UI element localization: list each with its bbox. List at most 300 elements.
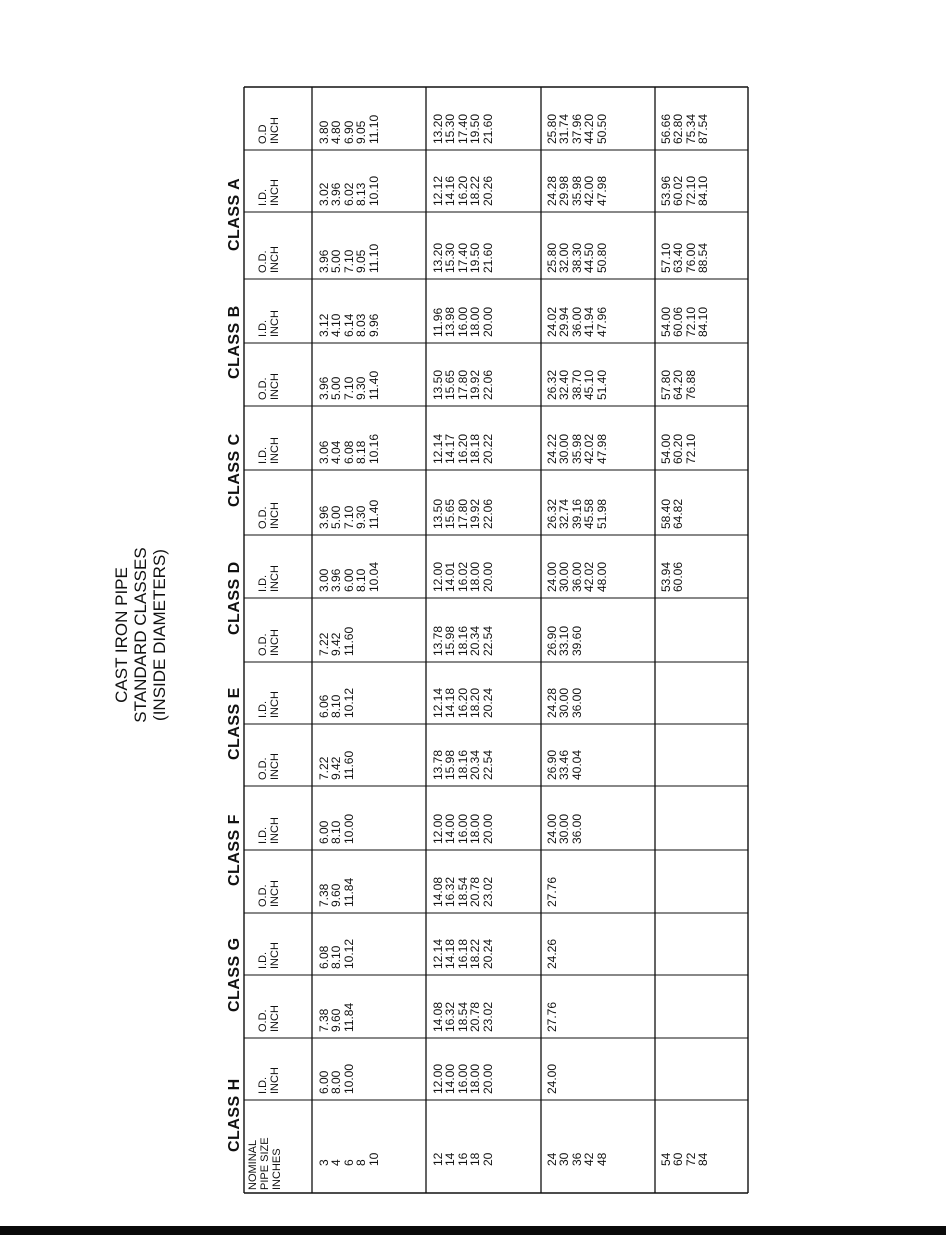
- nominal-sizes-line: 18: [468, 1152, 483, 1166]
- nominal-sizes-line: 72: [683, 1152, 698, 1166]
- value-cell-line: 5.00: [329, 376, 344, 400]
- value-cell-line: 6.06: [317, 694, 331, 718]
- value-cell-line: 32.40: [557, 369, 572, 400]
- value-cell-line: 10.16: [366, 433, 381, 464]
- value-cell-line: 3.00: [317, 568, 331, 592]
- value-cell-line: 8.13: [354, 182, 369, 206]
- value-cell-line: 6.00: [317, 1070, 331, 1094]
- value-cell-line: 20.00: [480, 813, 495, 844]
- value-cell-line: 15.30: [443, 113, 458, 144]
- value-cell-line: 15.65: [443, 498, 458, 529]
- value-cell-line: 10.00: [341, 1063, 356, 1094]
- value-cell-line: 87.54: [696, 113, 711, 144]
- id-column-header: [257, 437, 281, 464]
- value-cell: [546, 370, 608, 400]
- value-cell-line: 11.40: [366, 370, 381, 400]
- value-cell-line: 20.34: [468, 749, 483, 780]
- value-cell: [318, 814, 355, 844]
- value-cell-line: 14.00: [443, 813, 458, 844]
- value-cell-line: 9.60: [329, 1008, 344, 1032]
- value-cell-line: 9.42: [329, 632, 344, 656]
- value-cell: [546, 814, 583, 844]
- value-cell-line: 3.12: [317, 313, 331, 337]
- value-cell-line: 14.01: [443, 561, 458, 592]
- value-cell-line: 24.26: [545, 938, 559, 969]
- value-cell-line: 75.34: [683, 113, 698, 144]
- nominal-sizes-line: 3: [317, 1159, 331, 1166]
- value-cell-line: 22.06: [480, 369, 495, 400]
- class-header: [226, 305, 244, 379]
- value-cell-line: 20.78: [468, 876, 483, 907]
- value-cell-line: 42.02: [582, 433, 597, 464]
- value-cell-line: 12.14: [431, 687, 445, 718]
- value-cell: [546, 114, 608, 144]
- value-cell-line: 12.00: [431, 813, 445, 844]
- value-cell-line: 19.92: [468, 498, 483, 529]
- value-cell-line: 13.78: [431, 625, 445, 656]
- value-cell-line: 57.10: [659, 242, 673, 273]
- class-header: [226, 937, 244, 1012]
- value-cell-line: 27.76: [545, 876, 559, 907]
- value-cell-line: 25.80: [545, 113, 559, 144]
- id-column-header-line: I.D.: [257, 826, 269, 844]
- value-cell-line: 14.08: [431, 876, 445, 907]
- value-cell: [318, 115, 380, 144]
- value-cell-line: 20.00: [480, 1063, 495, 1094]
- value-cell-line: 24.02: [545, 306, 559, 337]
- class-header-line: CLASS C: [226, 432, 243, 507]
- od-column-header-line: O.D.: [257, 250, 269, 273]
- value-cell: [660, 114, 710, 144]
- value-cell: [546, 307, 608, 337]
- value-cell: [432, 499, 494, 529]
- value-cell: [546, 176, 608, 206]
- value-cell-line: 44.20: [582, 113, 597, 144]
- value-cell-line: 7.22: [317, 632, 331, 656]
- value-cell-line: 42.00: [582, 175, 597, 206]
- value-cell-line: 20.26: [480, 175, 495, 206]
- value-cell-line: 5.00: [329, 249, 344, 273]
- value-cell-line: 26.32: [545, 498, 559, 529]
- id-column-header-line: INCH: [269, 942, 281, 969]
- od-column-header: [257, 117, 281, 144]
- value-cell: [660, 499, 685, 529]
- value-cell-line: 36.00: [569, 306, 584, 337]
- value-cell: [318, 688, 355, 718]
- value-cell: [546, 750, 583, 780]
- nominal-size-header: [247, 1137, 283, 1190]
- value-cell-line: 22.54: [480, 625, 495, 656]
- od-column-header-line: O.D.: [257, 506, 269, 529]
- value-cell-line: 6.08: [341, 440, 356, 464]
- value-cell-line: 10.12: [341, 938, 356, 969]
- value-cell: [546, 939, 558, 969]
- value-cell-line: 3.02: [317, 182, 331, 206]
- id-column-header-line: I.D.: [257, 951, 269, 969]
- value-cell: [318, 939, 355, 969]
- value-cell: [432, 1002, 494, 1032]
- value-cell-line: 14.17: [443, 433, 458, 464]
- value-cell-line: 10.04: [366, 561, 381, 592]
- class-header-line: CLASS A: [226, 177, 243, 251]
- value-cell-line: 29.98: [557, 175, 572, 206]
- value-cell-line: 16.20: [455, 687, 470, 718]
- value-cell-line: 13.98: [443, 306, 458, 337]
- value-cell-line: 36.00: [569, 813, 584, 844]
- value-cell-line: 44.50: [582, 242, 597, 273]
- id-column-header-line: INCH: [269, 179, 281, 206]
- value-cell-line: 47.98: [594, 433, 609, 464]
- id-column-header-line: INCH: [269, 565, 281, 592]
- title-line1: CAST IRON PIPE: [112, 567, 131, 703]
- nominal-sizes: [432, 1153, 494, 1166]
- value-cell-line: 60.20: [671, 433, 686, 464]
- value-cell-line: 24.00: [545, 1063, 559, 1094]
- value-cell: [432, 434, 494, 464]
- value-cell: [660, 370, 697, 400]
- value-cell-line: 6.00: [341, 568, 356, 592]
- value-cell-line: 50.50: [594, 113, 609, 144]
- od-column-header-line: INCH: [269, 246, 281, 273]
- value-cell-line: 18.16: [455, 625, 470, 656]
- value-cell-line: 17.40: [455, 113, 470, 144]
- id-column-header-line: I.D.: [257, 188, 269, 206]
- value-cell-line: 20.24: [480, 687, 495, 718]
- value-cell-line: 13.50: [431, 369, 445, 400]
- value-cell-line: 17.80: [455, 369, 470, 400]
- value-cell-line: 39.60: [569, 625, 584, 656]
- value-cell-line: 14.18: [443, 687, 458, 718]
- value-cell-line: 10.12: [341, 687, 356, 718]
- value-cell-line: 14.18: [443, 938, 458, 969]
- class-header: [226, 687, 244, 760]
- value-cell: [546, 1002, 558, 1032]
- value-cell: [318, 878, 355, 907]
- value-cell-line: 13.78: [431, 749, 445, 780]
- value-cell-line: 60.06: [671, 306, 686, 337]
- value-cell-line: 23.02: [480, 1001, 495, 1032]
- id-column-header-line: I.D.: [257, 319, 269, 337]
- od-column-header: [257, 880, 281, 907]
- value-cell-line: 23.02: [480, 876, 495, 907]
- value-cell-line: 16.02: [455, 561, 470, 592]
- value-cell-line: 25.80: [545, 242, 559, 273]
- value-cell-line: 8.10: [329, 945, 344, 969]
- value-cell-line: 24.22: [545, 433, 559, 464]
- value-cell-line: 20.24: [480, 938, 495, 969]
- value-cell-line: 6.00: [317, 820, 331, 844]
- id-column-header-line: INCH: [269, 310, 281, 337]
- value-cell-line: 72.10: [683, 433, 698, 464]
- nominal-sizes-line: 20: [480, 1152, 495, 1166]
- value-cell-line: 24.00: [545, 561, 559, 592]
- od-column-header-line: INCH: [269, 502, 281, 529]
- value-cell-line: 17.40: [455, 242, 470, 273]
- value-cell-line: 3.80: [317, 120, 331, 144]
- value-cell: [546, 562, 608, 592]
- nominal-sizes: [318, 1153, 380, 1166]
- class-header: [226, 1078, 244, 1152]
- value-cell: [660, 307, 710, 337]
- nominal-sizes-line: 30: [557, 1152, 572, 1166]
- title-line3: (INSIDE DIAMETERS): [150, 549, 169, 721]
- class-header-line: CLASS G: [226, 936, 243, 1012]
- value-cell-line: 14.16: [443, 175, 458, 206]
- value-cell-line: 18.54: [455, 1001, 470, 1032]
- class-header-line: CLASS D: [226, 560, 243, 635]
- od-column-header-line: INCH: [269, 880, 281, 907]
- value-cell-line: 12.14: [431, 938, 445, 969]
- value-cell: [432, 1064, 494, 1094]
- id-column-header-line: I.D.: [257, 574, 269, 592]
- value-cell-line: 11.10: [366, 114, 381, 144]
- value-cell-line: 39.16: [569, 498, 584, 529]
- value-cell: [432, 750, 494, 780]
- value-cell-line: 16.18: [455, 938, 470, 969]
- value-cell: [432, 688, 494, 718]
- value-cell: [432, 562, 494, 592]
- value-cell: [318, 1003, 355, 1032]
- value-cell-line: 13.50: [431, 498, 445, 529]
- value-cell-line: 10.10: [366, 175, 381, 206]
- value-cell-line: 40.04: [569, 749, 584, 780]
- value-cell: [546, 1064, 558, 1094]
- nominal-size-header-line: NOMINAL: [247, 1139, 259, 1190]
- id-column-header-line: INCH: [269, 1067, 281, 1094]
- value-cell-line: 88.54: [696, 242, 711, 273]
- value-cell-line: 4.80: [329, 120, 344, 144]
- value-cell: [660, 176, 710, 206]
- od-column-header: [257, 753, 281, 780]
- value-cell-line: 8.00: [329, 1070, 344, 1094]
- value-cell-line: 7.22: [317, 756, 331, 780]
- value-cell-line: 35.98: [569, 433, 584, 464]
- value-cell-line: 3.96: [317, 249, 331, 273]
- value-cell-line: 7.10: [341, 376, 356, 400]
- od-column-header-line: O.D.: [257, 1009, 269, 1032]
- value-cell: [660, 243, 710, 273]
- value-cell-line: 64.20: [671, 369, 686, 400]
- value-cell: [318, 434, 380, 464]
- value-cell-line: 72.10: [683, 175, 698, 206]
- value-cell-line: 72.10: [683, 306, 698, 337]
- value-cell-line: 4.04: [329, 440, 344, 464]
- value-cell-line: 6.02: [341, 182, 356, 206]
- value-cell-line: 51.98: [594, 498, 609, 529]
- value-cell-line: 3.96: [329, 182, 344, 206]
- value-cell: [318, 562, 380, 592]
- class-header: [226, 177, 244, 250]
- od-column-header: [257, 1005, 281, 1032]
- value-cell-line: 12.12: [431, 175, 445, 206]
- nominal-sizes-line: 48: [594, 1152, 609, 1166]
- value-cell-line: 18.22: [468, 938, 483, 969]
- value-cell: [432, 626, 494, 656]
- nominal-sizes-line: 84: [696, 1152, 711, 1166]
- class-header-line: CLASS F: [226, 813, 243, 886]
- class-header: [226, 814, 244, 886]
- value-cell-line: 54.00: [659, 306, 673, 337]
- value-cell-line: 30.00: [557, 561, 572, 592]
- value-cell-line: 11.96: [431, 307, 445, 337]
- value-cell-line: 22.54: [480, 749, 495, 780]
- value-cell-line: 37.96: [569, 113, 584, 144]
- value-cell-line: 9.05: [354, 249, 369, 273]
- value-cell-line: 24.00: [545, 813, 559, 844]
- value-cell: [432, 243, 494, 273]
- od-column-header-line: INCH: [269, 1005, 281, 1032]
- value-cell-line: 60.06: [671, 561, 686, 592]
- nominal-size-header-line: PIPE SIZE: [259, 1137, 271, 1190]
- nominal-sizes-line: 4: [329, 1159, 344, 1166]
- nominal-sizes-line: 12: [431, 1152, 445, 1166]
- nominal-sizes-line: 10: [366, 1152, 381, 1166]
- value-cell-line: 20.34: [468, 625, 483, 656]
- id-column-header: [257, 817, 281, 844]
- value-cell-line: 22.06: [480, 498, 495, 529]
- id-column-header: [257, 942, 281, 969]
- value-cell: [546, 688, 583, 718]
- value-cell-line: 9.42: [329, 756, 344, 780]
- value-cell-line: 26.90: [545, 749, 559, 780]
- value-cell-line: 62.80: [671, 113, 686, 144]
- id-column-header: [257, 179, 281, 206]
- nominal-sizes-line: 60: [671, 1152, 686, 1166]
- value-cell-line: 35.98: [569, 175, 584, 206]
- nominal-sizes-line: 14: [443, 1152, 458, 1166]
- value-cell-line: 8.03: [354, 313, 369, 337]
- document-title: [112, 535, 169, 735]
- value-cell: [432, 877, 494, 907]
- id-column-header: [257, 691, 281, 718]
- value-cell-line: 64.82: [671, 498, 686, 529]
- value-cell-line: 20.00: [480, 306, 495, 337]
- value-cell-line: 6.90: [341, 120, 356, 144]
- value-cell: [318, 371, 380, 400]
- value-cell-line: 26.90: [545, 625, 559, 656]
- value-cell-line: 15.65: [443, 369, 458, 400]
- nominal-sizes-line: 42: [582, 1152, 597, 1166]
- value-cell-line: 30.00: [557, 687, 572, 718]
- value-cell-line: 47.96: [594, 306, 609, 337]
- value-cell-line: 48.00: [594, 561, 609, 592]
- value-cell-line: 3.96: [317, 376, 331, 400]
- value-cell-line: 5.00: [329, 505, 344, 529]
- od-column-header-line: INCH: [269, 753, 281, 780]
- id-column-header-line: I.D.: [257, 446, 269, 464]
- value-cell-line: 16.00: [455, 813, 470, 844]
- value-cell-line: 51.40: [594, 369, 609, 400]
- value-cell: [546, 499, 608, 529]
- nominal-sizes-line: 36: [569, 1152, 584, 1166]
- od-column-header-line: O.D.: [257, 633, 269, 656]
- value-cell-line: 18.00: [468, 1063, 483, 1094]
- value-cell-line: 14.00: [443, 1063, 458, 1094]
- value-cell-line: 84.10: [696, 306, 711, 337]
- value-cell-line: 38.70: [569, 369, 584, 400]
- value-cell-line: 11.84: [341, 877, 356, 907]
- value-cell-line: 15.98: [443, 625, 458, 656]
- value-cell-line: 20.00: [480, 561, 495, 592]
- value-cell-line: 21.60: [480, 242, 495, 273]
- value-cell-line: 21.60: [480, 113, 495, 144]
- value-cell-line: 9.60: [329, 883, 344, 907]
- value-cell-line: 18.16: [455, 749, 470, 780]
- value-cell: [318, 1064, 355, 1094]
- value-cell-line: 20.78: [468, 1001, 483, 1032]
- value-cell-line: 18.00: [468, 813, 483, 844]
- id-column-header: [257, 1067, 281, 1094]
- value-cell-line: 16.00: [455, 1063, 470, 1094]
- od-column-header: [257, 373, 281, 400]
- nominal-sizes: [660, 1153, 710, 1166]
- value-cell: [432, 939, 494, 969]
- value-cell-line: 14.08: [431, 1001, 445, 1032]
- value-cell-line: 30.00: [557, 813, 572, 844]
- value-cell: [660, 434, 697, 464]
- value-cell-line: 32.00: [557, 242, 572, 273]
- value-cell-line: 9.96: [366, 313, 381, 337]
- value-cell-line: 18.18: [468, 433, 483, 464]
- value-cell: [318, 314, 380, 337]
- value-cell-line: 10.00: [341, 813, 356, 844]
- id-column-header-line: INCH: [269, 437, 281, 464]
- value-cell-line: 11.40: [366, 499, 381, 529]
- id-column-header-line: I.D.: [257, 700, 269, 718]
- value-cell-line: 9.30: [354, 376, 369, 400]
- class-header-line: CLASS E: [226, 687, 243, 760]
- value-cell-line: 13.20: [431, 113, 445, 144]
- title-line2: STANDARD CLASSES: [131, 547, 150, 723]
- scan-edge-bar: [0, 1226, 946, 1235]
- value-cell-line: 8.10: [329, 820, 344, 844]
- value-cell-line: 15.98: [443, 749, 458, 780]
- value-cell-line: 26.32: [545, 369, 559, 400]
- od-column-header-line: INCH: [269, 373, 281, 400]
- value-cell-line: 7.38: [317, 1008, 331, 1032]
- od-column-header-line: INCH: [269, 629, 281, 656]
- od-column-header: [257, 246, 281, 273]
- id-column-header: [257, 565, 281, 592]
- value-cell-line: 41.94: [582, 306, 597, 337]
- value-cell: [318, 751, 355, 780]
- value-cell-line: 33.10: [557, 625, 572, 656]
- value-cell: [546, 243, 608, 273]
- value-cell: [546, 434, 608, 464]
- value-cell-line: 53.96: [659, 175, 673, 206]
- value-cell-line: 16.00: [455, 306, 470, 337]
- value-cell-line: 63.40: [671, 242, 686, 273]
- value-cell-line: 56.66: [659, 113, 673, 144]
- value-cell-line: 31.74: [557, 113, 572, 144]
- value-cell-line: 8.10: [329, 694, 344, 718]
- value-cell-line: 8.10: [354, 568, 369, 592]
- nominal-sizes-line: 16: [455, 1152, 470, 1166]
- value-cell-line: 42.02: [582, 561, 597, 592]
- value-cell-line: 50.80: [594, 242, 609, 273]
- value-cell: [318, 176, 380, 206]
- value-cell: [432, 370, 494, 400]
- od-column-header: [257, 629, 281, 656]
- nominal-sizes: [546, 1153, 608, 1166]
- nominal-sizes-line: 8: [354, 1159, 369, 1166]
- value-cell-line: 7.38: [317, 883, 331, 907]
- value-cell-line: 57.80: [659, 369, 673, 400]
- value-cell-line: 11.60: [341, 750, 356, 780]
- value-cell-line: 18.00: [468, 306, 483, 337]
- value-cell-line: 9.30: [354, 505, 369, 529]
- od-column-header-line: O.D: [257, 124, 269, 144]
